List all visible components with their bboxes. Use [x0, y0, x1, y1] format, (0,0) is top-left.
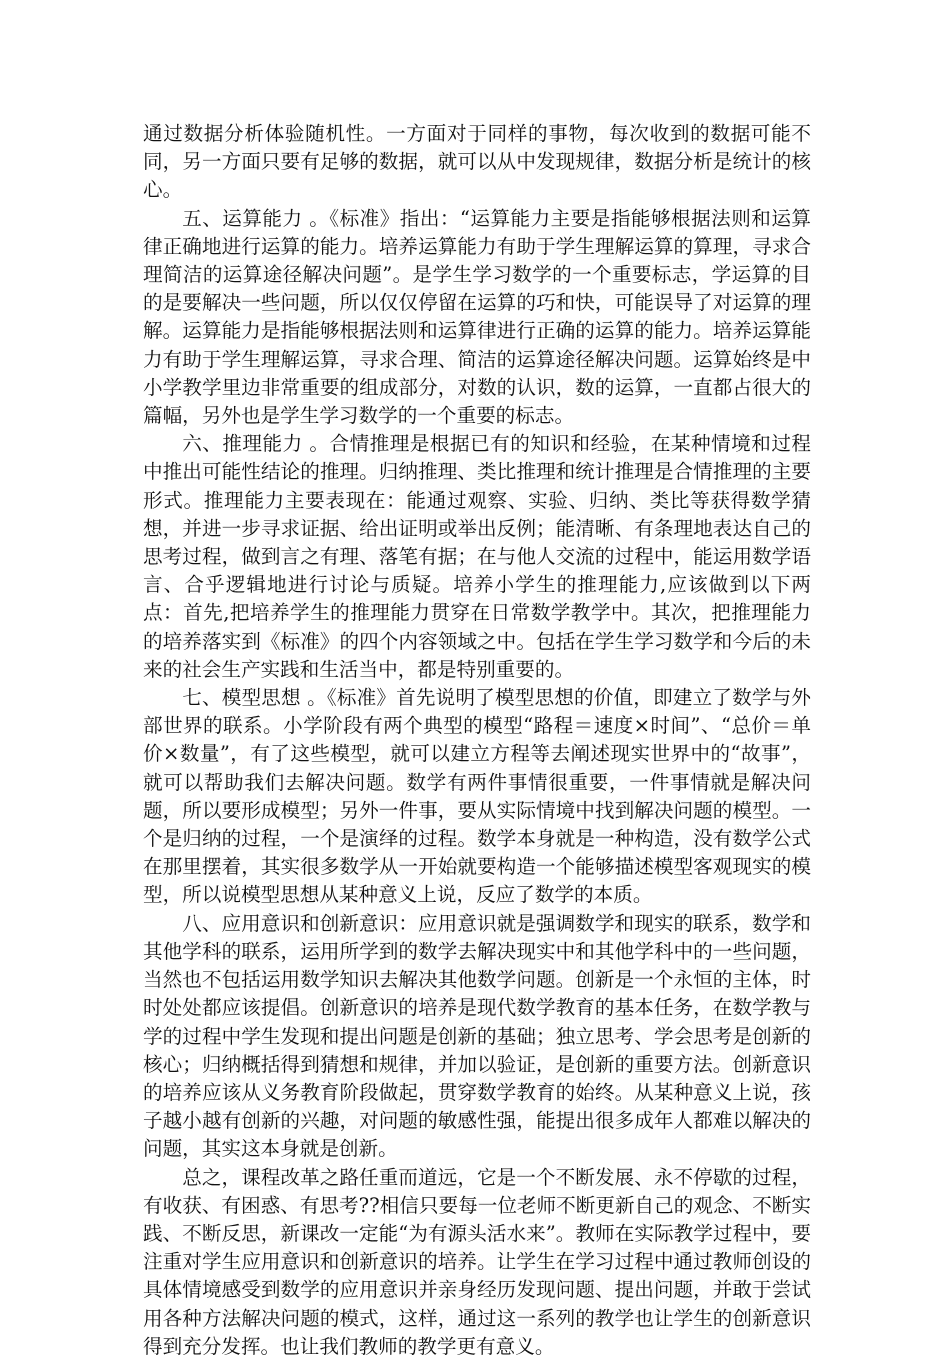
paragraph-application-innovation: 八、应用意识和创新意识：应用意识就是强调数学和现实的联系，数学和其他学科的联系，运用所学到的数学去解决现实中和其他学科中的一些问题，当然也不包括运用数学知识去解决其他数学问题。创新是一个永恒的主体，时时处处都应该提倡。创新意识的培养是现代数学教育的基本任务，在数学教与学的过程中学生发现和提出问题是创新的基础；独立思考、学会思考是创新的核心；归纳概括得到猜想和规律，并加以验证，是创新的重要方法。创新意识的培养应该从义务教育阶段做起，贯穿数学教育的始终。从某种意义上说，孩子越小越有创新的兴趣，对问题的敏感性强，能提出很多成年人都难以解决的问题，其实这本身就是创新。	[143, 911, 811, 1161]
paragraph-reasoning-ability: 六、推理能力 。合情推理是根据已有的知识和经验，在某种情境和过程中推出可能性结论的推理。归纳推理、类比推理和统计推理是合情推理的主要形式。推理能力主要表现在：能通过观察、实验、归纳、类比等获得数学猜想，并进一步寻求证据、给出证明或举出反例；能清晰、有条理地表达自己的思考过程，做到言之有理、落笔有据；在与他人交流的过程中，能运用数学语言、合乎逻辑地进行讨论与质疑。培养小学生的推理能力,应该做到以下两点：首先,把培养学生的推理能力贯穿在日常数学教学中。其次，把推理能力的培养落实到《标准》的四个内容领域之中。包括在学生学习数学和今后的未来的社会生产实践和生活当中，都是特别重要的。	[143, 432, 811, 681]
paragraph-computation-ability: 五、运算能力 。《标准》指出：“运算能力主要是指能够根据法则和运算律正确地进行运算的能力。培养运算能力有助于学生理解运算的算理，寻求合理简洁的运算途径解决问题”。是学生学习数学的一个重要标志，学运算的目的是要解决一些问题，所以仅仅停留在运算的巧和快，可能误导了对运算的理解。运算能力是指能够根据法则和运算律进行正确的运算的能力。培养运算能力有助于学生理解运算，寻求合理、简洁的运算途径解决问题。运算始终是中小学教学里边非常重要的组成部分，对数的认识，数的运算，一直都占很大的篇幅，另外也是学生学习数学的一个重要的标志。	[143, 206, 811, 428]
document-body	[143, 120, 811, 1361]
paragraph-data-analysis: 通过数据分析体验随机性。一方面对于同样的事物，每次收到的数据可能不同，另一方面只要有足够的数据，就可以从中发现规律，数据分析是统计的核心。	[143, 122, 811, 202]
paragraph-model-thinking: 七、模型思想 。《标准》首先说明了模型思想的价值，即建立了数学与外部世界的联系。小学阶段有两个典型的模型“路程＝速度×时间”、“总价＝单价×数量”，有了这些模型，就可以建立方程等去阐述现实世界中的“故事”，就可以帮助我们去解决问题。数学有两件事情很重要，一件事情就是解决问题，所以要形成模型；另外一件事，要从实际情境中找到解决问题的模型。一个是归纳的过程，一个是演绎的过程。数学本身就是一种构造，没有数学公式在那里摆着，其实很多数学从一开始就要构造一个能够描述模型客观现实的模型，所以说模型思想从某种意义上说，反应了数学的本质。	[143, 686, 811, 907]
paragraph-conclusion: 总之，课程改革之路任重而道远，它是一个不断发展、永不停歇的过程，有收获、有困惑、有思考??相信只要每一位老师不断更新自己的观念、不断实践、不断反思，新课改一定能“为有源头活水来”。教师在实际教学过程中，要注重对学生应用意识和创新意识的培养。让学生在学习过程中通过教师创设的具体情境感受到数学的应用意识并亲身经历发现问题、提出问题，并敢于尝试用各种方法解决问题的模式，这样，通过这一系列的教学也让学生的创新意识得到充分发挥。也让我们教师的教学更有意义。	[143, 1165, 811, 1358]
